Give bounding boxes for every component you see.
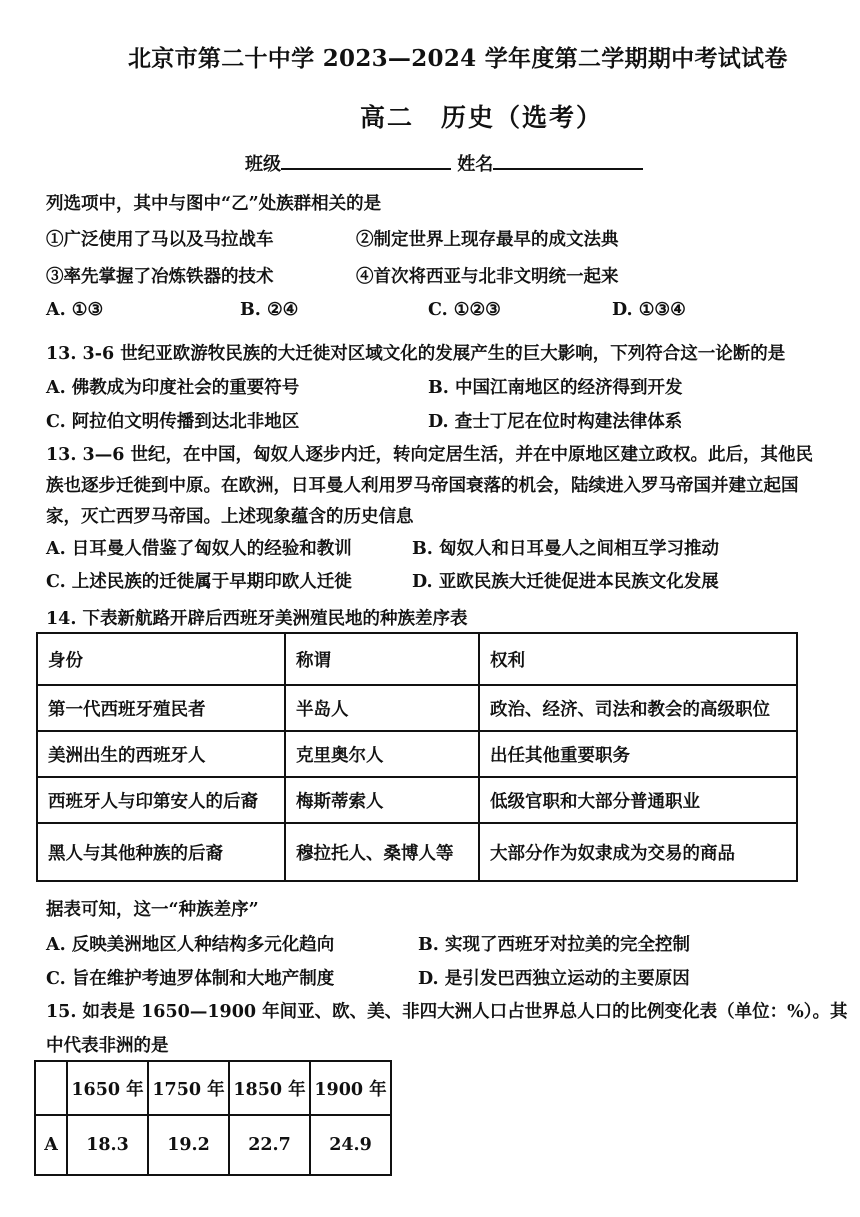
q13b-option-c: C. 上述民族的迁徙属于早期印欧人迁徙	[46, 572, 352, 592]
q14-stem: 14. 下表新航路开辟后西班牙美洲殖民地的种族差序表	[46, 609, 468, 629]
table-cell: 美洲出生的西班牙人	[37, 731, 285, 777]
table-cell: 22.7	[229, 1115, 310, 1175]
q12-option-b: B. ②④	[240, 300, 299, 320]
q15-stem-line-1: 15. 如表是 1650—1900 年间亚、欧、美、非四大洲人口占世界总人口的比例变化表（单位：%）。其	[46, 1002, 848, 1022]
table-cell: 18.3	[67, 1115, 148, 1175]
table-cell: 出任其他重要职务	[479, 731, 797, 777]
table-header-cell: 称谓	[285, 633, 479, 685]
table-cell: 24.9	[310, 1115, 391, 1175]
q12-item-1: ①广泛使用了马以及马拉战车	[46, 230, 274, 250]
q13b-stem-line-3: 家，灭亡西罗马帝国。上述现象蕴含的历史信息	[46, 507, 414, 527]
q12-option-c: C. ①②③	[428, 300, 501, 320]
table-header-cell: 身份	[37, 633, 285, 685]
table-cell: 西班牙人与印第安人的后裔	[37, 777, 285, 823]
table-row	[37, 685, 797, 731]
table-cell: 黑人与其他种族的后裔	[37, 823, 285, 881]
table-cell: 克里奥尔人	[285, 731, 479, 777]
table-header-cell: 1650 年	[67, 1061, 148, 1115]
student-info-fields	[245, 150, 643, 176]
table-header-row	[37, 633, 797, 685]
q15-stem-line-2: 中代表非洲的是	[46, 1036, 169, 1056]
q12-item-3: ③率先掌握了冶炼铁器的技术	[46, 267, 274, 287]
population-table	[34, 1060, 392, 1176]
table-cell: 政治、经济、司法和教会的高级职位	[479, 685, 797, 731]
q12-stem: 列选项中，其中与图中“乙”处族群相关的是	[46, 194, 382, 214]
table-header-cell: 1900 年	[310, 1061, 391, 1115]
table-cell: 穆拉托人、桑博人等	[285, 823, 479, 881]
table-header-row	[35, 1061, 391, 1115]
q13a-stem: 13. 3-6 世纪亚欧游牧民族的大迁徙对区域文化的发展产生的巨大影响，下列符合这一论断的是	[46, 344, 786, 364]
q13a-option-a: A. 佛教成为印度社会的重要符号	[46, 378, 300, 398]
q13a-option-b: B. 中国江南地区的经济得到开发	[428, 378, 683, 398]
exam-subtitle: 高二 历史（选考）	[360, 103, 604, 132]
q14-option-b: B. 实现了西班牙对拉美的完全控制	[418, 935, 690, 955]
table-row	[35, 1115, 391, 1175]
name-field[interactable]	[493, 150, 643, 170]
q12-item-4: ④首次将西亚与北非文明统一起来	[356, 267, 619, 287]
table-cell: A	[35, 1115, 67, 1175]
race-hierarchy-table	[36, 632, 798, 882]
table-header-cell: 1850 年	[229, 1061, 310, 1115]
table-header-cell: 1750 年	[148, 1061, 229, 1115]
table-cell: 梅斯蒂索人	[285, 777, 479, 823]
class-label: 班级	[245, 154, 281, 175]
q12-option-a: A. ①③	[46, 300, 104, 320]
q13a-option-d: D. 查士丁尼在位时构建法律体系	[428, 412, 683, 432]
table-cell: 半岛人	[285, 685, 479, 731]
table-row	[37, 731, 797, 777]
table-cell: 大部分作为奴隶成为交易的商品	[479, 823, 797, 881]
q12-item-2: ②制定世界上现存最早的成文法典	[356, 230, 619, 250]
q13b-option-b: B. 匈奴人和日耳曼人之间相互学习推动	[412, 539, 719, 559]
table-cell: 低级官职和大部分普通职业	[479, 777, 797, 823]
class-field[interactable]	[281, 150, 451, 170]
q13a-option-c: C. 阿拉伯文明传播到达北非地区	[46, 412, 300, 432]
q13b-stem-line-1: 13. 3—6 世纪，在中国，匈奴人逐步内迁，转向定居生活，并在中原地区建立政权。此后，其他民	[46, 445, 813, 465]
table-row	[37, 777, 797, 823]
q13b-option-d: D. 亚欧民族大迁徙促进本民族文化发展	[412, 572, 719, 592]
q14-option-a: A. 反映美洲地区人种结构多元化趋向	[46, 935, 335, 955]
q13b-stem-line-2: 族也逐步迁徙到中原。在欧洲，日耳曼人利用罗马帝国衰落的机会，陆续进入罗马帝国并建立起国	[46, 476, 799, 496]
table-row	[37, 823, 797, 881]
q12-option-d: D. ①③④	[612, 300, 686, 320]
table-cell: 第一代西班牙殖民者	[37, 685, 285, 731]
table-cell: 19.2	[148, 1115, 229, 1175]
table-header-cell	[35, 1061, 67, 1115]
name-label: 姓名	[457, 154, 494, 175]
q14-conclusion: 据表可知，这一“种族差序”	[46, 900, 259, 920]
q13b-option-a: A. 日耳曼人借鉴了匈奴人的经验和教训	[46, 539, 352, 559]
q14-option-d: D. 是引发巴西独立运动的主要原因	[418, 969, 690, 989]
table-header-cell: 权利	[479, 633, 797, 685]
exam-title: 北京市第二十中学 2023—2024 学年度第二学期期中考试试卷	[128, 45, 788, 72]
q14-option-c: C. 旨在维护考迪罗体制和大地产制度	[46, 969, 335, 989]
